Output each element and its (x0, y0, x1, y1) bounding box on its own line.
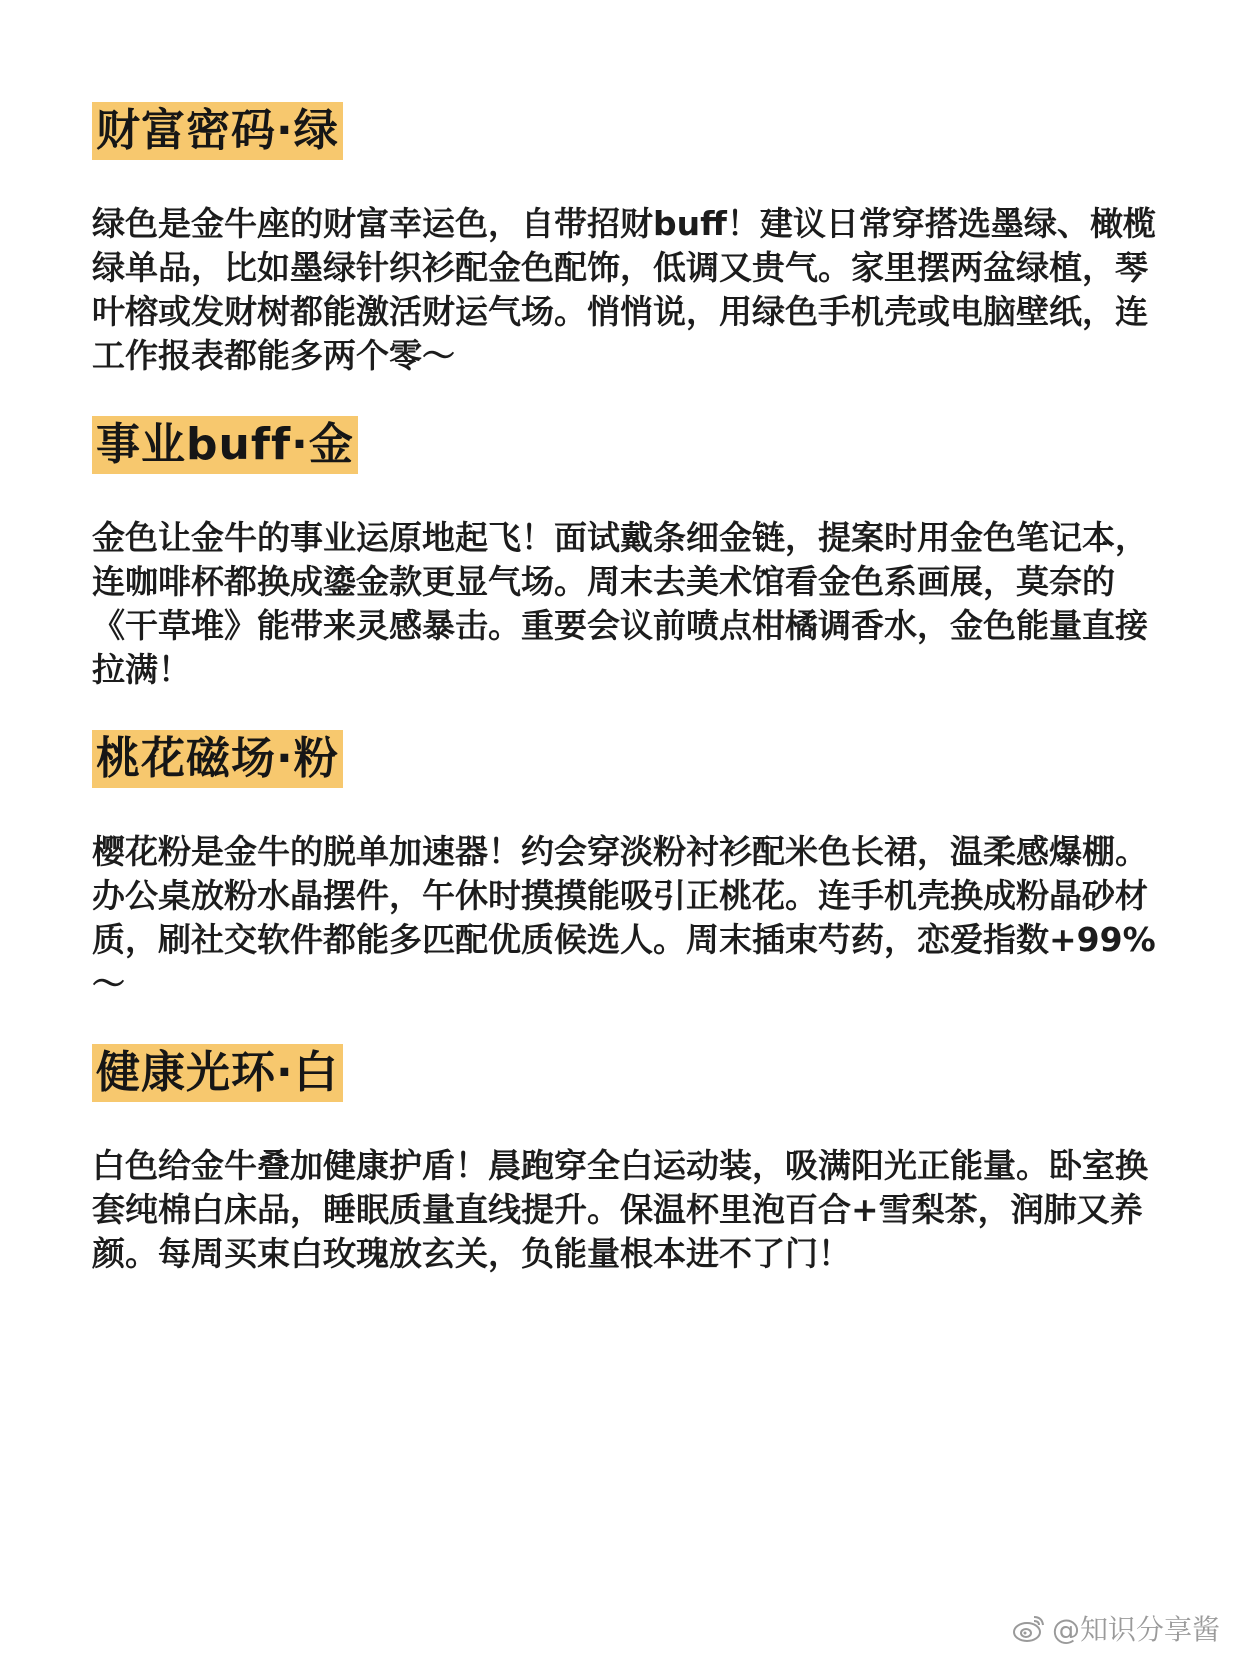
section-body: 金色让金牛的事业运原地起飞！面试戴条细金链，提案时用金色笔记本，连咖啡杯都换成鎏金款更显气场。周末去美术馆看金色系画展，莫奈的《干草堆》能带来灵感暴击。重要会议前喷点柑橘调香水，金色能量直接拉满！ (92, 518, 1148, 689)
watermark (1012, 1608, 1220, 1648)
weibo-icon (1012, 1613, 1046, 1643)
section-health (92, 1044, 1172, 1276)
section-heading: 财富密码·绿 (92, 102, 343, 160)
watermark-text: @知识分享酱 (1051, 1613, 1220, 1646)
section-heading: 桃花磁场·粉 (92, 730, 343, 788)
section-wealth (92, 102, 1172, 378)
section-body: 绿色是金牛座的财富幸运色，自带招财buff！建议日常穿搭选墨绿、橄榄绿单品，比如墨绿针织衫配金色配饰，低调又贵气。家里摆两盆绿植，琴叶榕或发财树都能激活财运气场。悄悄说，用绿色手机壳或电脑壁纸，连工作报表都能多两个零～ (92, 204, 1156, 375)
section-body: 白色给金牛叠加健康护盾！晨跑穿全白运动装，吸满阳光正能量。卧室换套纯棉白床品，睡眠质量直线提升。保温杯里泡百合+雪梨茶，润肺又养颜。每周买束白玫瑰放玄关，负能量根本进不了门！ (92, 1146, 1148, 1273)
section-heading: 健康光环·白 (92, 1044, 343, 1102)
section-body: 樱花粉是金牛的脱单加速器！约会穿淡粉衬衫配米色长裙，温柔感爆棚。办公桌放粉水晶摆件，午休时摸摸能吸引正桃花。连手机壳换成粉晶砂材质，刷社交软件都能多匹配优质候选人。周末插束芍药，恋爱指数+99%～ (92, 832, 1156, 1003)
section-heading: 事业buff·金 (92, 416, 358, 474)
section-career (92, 416, 1172, 692)
section-romance (92, 730, 1172, 1006)
